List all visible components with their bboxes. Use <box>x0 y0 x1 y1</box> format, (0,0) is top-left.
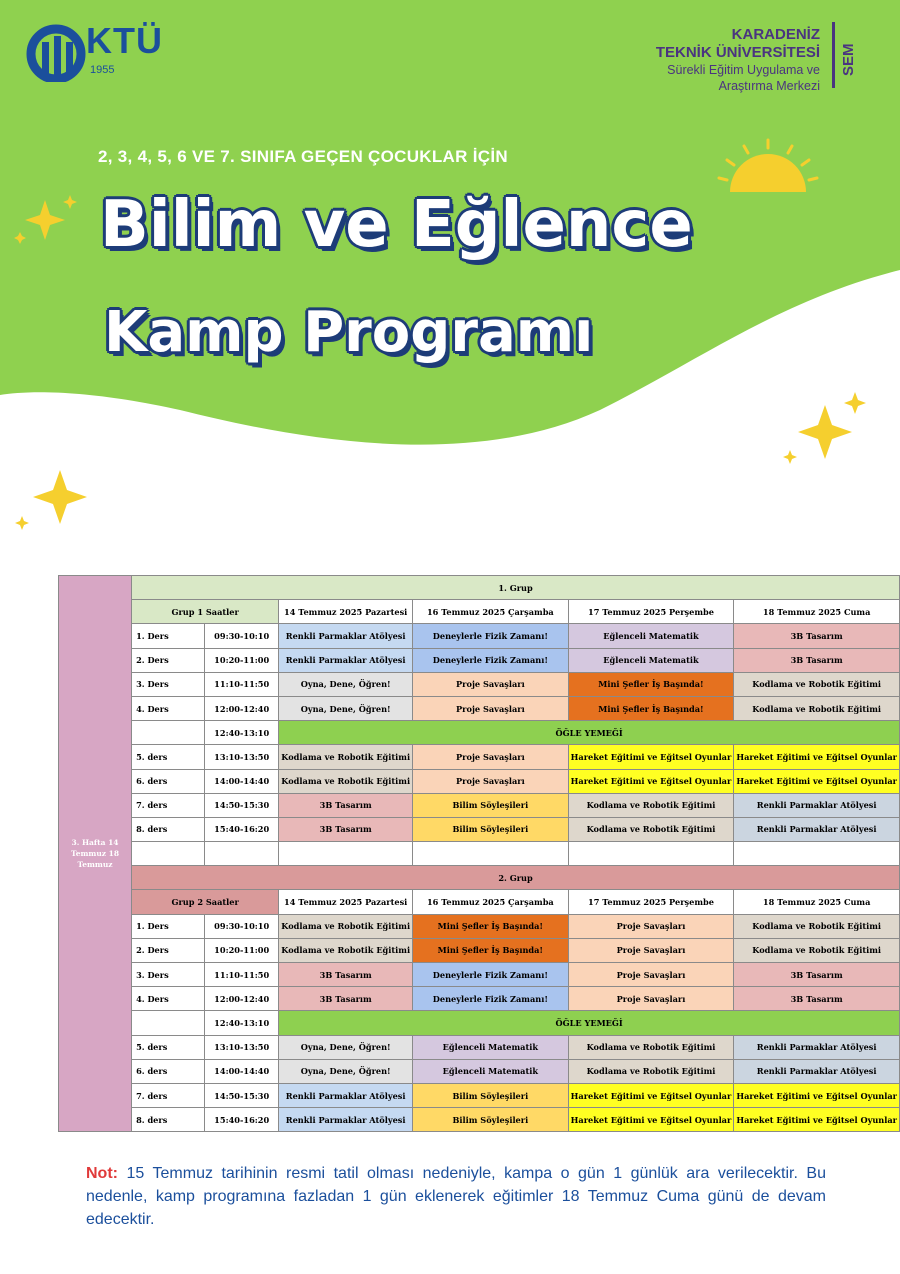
schedule-table <box>58 575 900 1132</box>
empty-cell <box>413 842 569 866</box>
lesson-number: 4. Ders <box>132 696 205 720</box>
activity-cell: Proje Savaşları <box>568 987 734 1011</box>
table-row <box>59 624 900 648</box>
note-label: Not: <box>86 1165 118 1182</box>
empty-cell <box>734 842 900 866</box>
activity-cell: Mini Şefler İş Başında! <box>413 938 569 962</box>
activity-cell: Deneylerle Fizik Zamanı! <box>413 987 569 1011</box>
activity-cell: 3B Tasarım <box>279 987 413 1011</box>
activity-cell: Renkli Parmaklar Atölyesi <box>279 648 413 672</box>
activity-cell: Renkli Parmaklar Atölyesi <box>734 1035 900 1059</box>
group-title: 2. Grup <box>132 866 900 890</box>
empty-cell <box>205 842 279 866</box>
day-header: 16 Temmuz 2025 Çarşamba <box>413 600 569 624</box>
lesson-time: 10:20-11:00 <box>205 648 279 672</box>
lesson-time: 09:30-10:10 <box>205 914 279 938</box>
lesson-number: 2. Ders <box>132 648 205 672</box>
activity-cell: 3B Tasarım <box>734 648 900 672</box>
lesson-number: 3. Ders <box>132 672 205 696</box>
lesson-time: 14:50-15:30 <box>205 1083 279 1107</box>
activity-cell: Kodlama ve Robotik Eğitimi <box>568 1035 734 1059</box>
lesson-number: 6. ders <box>132 1059 205 1083</box>
lunch-row <box>59 721 900 745</box>
lesson-number: 4. Ders <box>132 987 205 1011</box>
group-title-row <box>59 866 900 890</box>
activity-cell: Hareket Eğitimi ve Eğitsel Oyunlar <box>734 1108 900 1132</box>
empty-cell <box>132 842 205 866</box>
day-header: 18 Temmuz 2025 Cuma <box>734 600 900 624</box>
title-line2: Kamp Programı <box>104 300 594 365</box>
activity-cell: Proje Savaşları <box>568 938 734 962</box>
activity-cell: Kodlama ve Robotik Eğitimi <box>734 938 900 962</box>
empty-cell <box>132 721 205 745</box>
lunch-time: 12:40-13:10 <box>205 1011 279 1035</box>
activity-cell: Hareket Eğitimi ve Eğitsel Oyunlar <box>568 745 734 769</box>
activity-cell: Oyna, Dene, Öğren! <box>279 1059 413 1083</box>
empty-cell <box>279 842 413 866</box>
lunch-label: ÖĞLE YEMEĞİ <box>279 721 900 745</box>
activity-cell: Deneylerle Fizik Zamanı! <box>413 648 569 672</box>
day-header: 18 Temmuz 2025 Cuma <box>734 890 900 914</box>
sem-logo: SEM <box>840 43 857 77</box>
activity-cell: Renkli Parmaklar Atölyesi <box>734 793 900 817</box>
lesson-time: 12:00-12:40 <box>205 696 279 720</box>
table-row <box>59 914 900 938</box>
activity-cell: Kodlama ve Robotik Eğitimi <box>568 1059 734 1083</box>
empty-cell <box>132 1011 205 1035</box>
day-header-row <box>59 890 900 914</box>
table-row <box>59 745 900 769</box>
activity-cell: Bilim Söyleşileri <box>413 793 569 817</box>
lesson-time: 10:20-11:00 <box>205 938 279 962</box>
lesson-number: 3. Ders <box>132 963 205 987</box>
activity-cell: Bilim Söyleşileri <box>413 1083 569 1107</box>
lesson-time: 12:00-12:40 <box>205 987 279 1011</box>
lesson-number: 7. ders <box>132 1083 205 1107</box>
activity-cell: 3B Tasarım <box>279 793 413 817</box>
table-row <box>59 938 900 962</box>
lesson-number: 2. Ders <box>132 938 205 962</box>
activity-cell: Kodlama ve Robotik Eğitimi <box>734 696 900 720</box>
activity-cell: Mini Şefler İş Başında! <box>568 696 734 720</box>
lesson-time: 14:00-14:40 <box>205 769 279 793</box>
group-title: 1. Grup <box>132 576 900 600</box>
activity-cell: 3B Tasarım <box>279 817 413 841</box>
lesson-time: 11:10-11:50 <box>205 672 279 696</box>
activity-cell: Hareket Eğitimi ve Eğitsel Oyunlar <box>568 1083 734 1107</box>
lunch-label: ÖĞLE YEMEĞİ <box>279 1011 900 1035</box>
activity-cell: 3B Tasarım <box>734 987 900 1011</box>
table-row <box>59 696 900 720</box>
lesson-number: 1. Ders <box>132 914 205 938</box>
table-row <box>59 1035 900 1059</box>
lesson-time: 09:30-10:10 <box>205 624 279 648</box>
lesson-time: 15:40-16:20 <box>205 1108 279 1132</box>
activity-cell: Renkli Parmaklar Atölyesi <box>279 1108 413 1132</box>
activity-cell: Hareket Eğitimi ve Eğitsel Oyunlar <box>568 1108 734 1132</box>
day-header: 17 Temmuz 2025 Perşembe <box>568 890 734 914</box>
activity-cell: Kodlama ve Robotik Eğitimi <box>568 817 734 841</box>
activity-cell: Eğlenceli Matematik <box>413 1035 569 1059</box>
table-row <box>59 987 900 1011</box>
table-row <box>59 793 900 817</box>
university-block <box>656 26 820 94</box>
divider <box>832 22 835 88</box>
table-row <box>59 672 900 696</box>
lunch-row <box>59 1011 900 1035</box>
lesson-number: 5. ders <box>132 1035 205 1059</box>
saatler-header: Grup 1 Saatler <box>132 600 279 624</box>
logo-year: 1955 <box>90 64 115 76</box>
lesson-number: 8. ders <box>132 1108 205 1132</box>
activity-cell: Proje Savaşları <box>568 963 734 987</box>
activity-cell: Proje Savaşları <box>413 745 569 769</box>
lesson-number: 7. ders <box>132 793 205 817</box>
activity-cell: Hareket Eğitimi ve Eğitsel Oyunlar <box>568 769 734 793</box>
empty-cell <box>568 842 734 866</box>
activity-cell: Renkli Parmaklar Atölyesi <box>734 817 900 841</box>
week-label: 3. Hafta 14 Temmuz 18 Temmuz <box>59 576 132 1132</box>
activity-cell: 3B Tasarım <box>734 963 900 987</box>
day-header: 14 Temmuz 2025 Pazartesi <box>279 890 413 914</box>
activity-cell: Kodlama ve Robotik Eğitimi <box>279 769 413 793</box>
activity-cell: Mini Şefler İş Başında! <box>413 914 569 938</box>
activity-cell: Eğlenceli Matematik <box>413 1059 569 1083</box>
day-header-row <box>59 600 900 624</box>
activity-cell: Kodlama ve Robotik Eğitimi <box>279 914 413 938</box>
activity-cell: Kodlama ve Robotik Eğitimi <box>279 938 413 962</box>
activity-cell: Mini Şefler İş Başında! <box>568 672 734 696</box>
day-header: 17 Temmuz 2025 Perşembe <box>568 600 734 624</box>
lesson-number: 1. Ders <box>132 624 205 648</box>
table-row <box>59 1059 900 1083</box>
note-text: 15 Temmuz tarihinin resmi tatil olması nedeniyle, kampa o gün 1 günlük ara verilecektir. Bu nedenle, kamp programına fazladan 1 gün eklenerek eğitimler 18 Temmuz Cuma günü de devam edecektir. <box>86 1165 827 1228</box>
empty-row <box>59 842 900 866</box>
activity-cell: Bilim Söyleşileri <box>413 1108 569 1132</box>
subtitle: 2, 3, 4, 5, 6 VE 7. SINIFA GEÇEN ÇOCUKLAR İÇİN <box>98 147 508 166</box>
lesson-time: 14:00-14:40 <box>205 1059 279 1083</box>
activity-cell: Kodlama ve Robotik Eğitimi <box>734 672 900 696</box>
title-line1: Bilim ve Eğlence <box>100 188 693 262</box>
activity-cell: Kodlama ve Robotik Eğitimi <box>734 914 900 938</box>
lesson-time: 13:10-13:50 <box>205 745 279 769</box>
activity-cell: Proje Savaşları <box>413 769 569 793</box>
group-title-row <box>59 576 900 600</box>
activity-cell: Proje Savaşları <box>568 914 734 938</box>
saatler-header: Grup 2 Saatler <box>132 890 279 914</box>
table-row <box>59 1083 900 1107</box>
activity-cell: Proje Savaşları <box>413 672 569 696</box>
table-row <box>59 769 900 793</box>
lunch-time: 12:40-13:10 <box>205 721 279 745</box>
activity-cell: Renkli Parmaklar Atölyesi <box>734 1059 900 1083</box>
center-name-line1: Sürekli Eğitim Uygulama ve <box>667 63 820 77</box>
lesson-time: 11:10-11:50 <box>205 963 279 987</box>
lesson-number: 5. ders <box>132 745 205 769</box>
activity-cell: Proje Savaşları <box>413 696 569 720</box>
activity-cell: Bilim Söyleşileri <box>413 817 569 841</box>
activity-cell: Hareket Eğitimi ve Eğitsel Oyunlar <box>734 745 900 769</box>
logo-text: KTÜ <box>86 20 163 61</box>
lesson-number: 8. ders <box>132 817 205 841</box>
activity-cell: 3B Tasarım <box>734 624 900 648</box>
university-name-line1: KARADENİZ <box>731 26 820 43</box>
day-header: 16 Temmuz 2025 Çarşamba <box>413 890 569 914</box>
activity-cell: Kodlama ve Robotik Eğitimi <box>279 745 413 769</box>
activity-cell: Eğlenceli Matematik <box>568 624 734 648</box>
university-name-line2: TEKNİK ÜNİVERSİTESİ <box>655 44 820 61</box>
activity-cell: Renkli Parmaklar Atölyesi <box>279 624 413 648</box>
table-row <box>59 817 900 841</box>
center-name-line2: Araştırma Merkezi <box>718 79 820 93</box>
activity-cell: 3B Tasarım <box>279 963 413 987</box>
day-header: 14 Temmuz 2025 Pazartesi <box>279 600 413 624</box>
activity-cell: Kodlama ve Robotik Eğitimi <box>568 793 734 817</box>
activity-cell: Eğlenceli Matematik <box>568 648 734 672</box>
lesson-time: 15:40-16:20 <box>205 817 279 841</box>
lesson-time: 14:50-15:30 <box>205 793 279 817</box>
activity-cell: Hareket Eğitimi ve Eğitsel Oyunlar <box>734 1083 900 1107</box>
activity-cell: Oyna, Dene, Öğren! <box>279 696 413 720</box>
activity-cell: Oyna, Dene, Öğren! <box>279 1035 413 1059</box>
activity-cell: Oyna, Dene, Öğren! <box>279 672 413 696</box>
note <box>86 1162 826 1231</box>
lesson-number: 6. ders <box>132 769 205 793</box>
activity-cell: Renkli Parmaklar Atölyesi <box>279 1083 413 1107</box>
table-row <box>59 963 900 987</box>
activity-cell: Deneylerle Fizik Zamanı! <box>413 624 569 648</box>
table-row <box>59 648 900 672</box>
activity-cell: Hareket Eğitimi ve Eğitsel Oyunlar <box>734 769 900 793</box>
activity-cell: Deneylerle Fizik Zamanı! <box>413 963 569 987</box>
table-row <box>59 1108 900 1132</box>
lesson-time: 13:10-13:50 <box>205 1035 279 1059</box>
